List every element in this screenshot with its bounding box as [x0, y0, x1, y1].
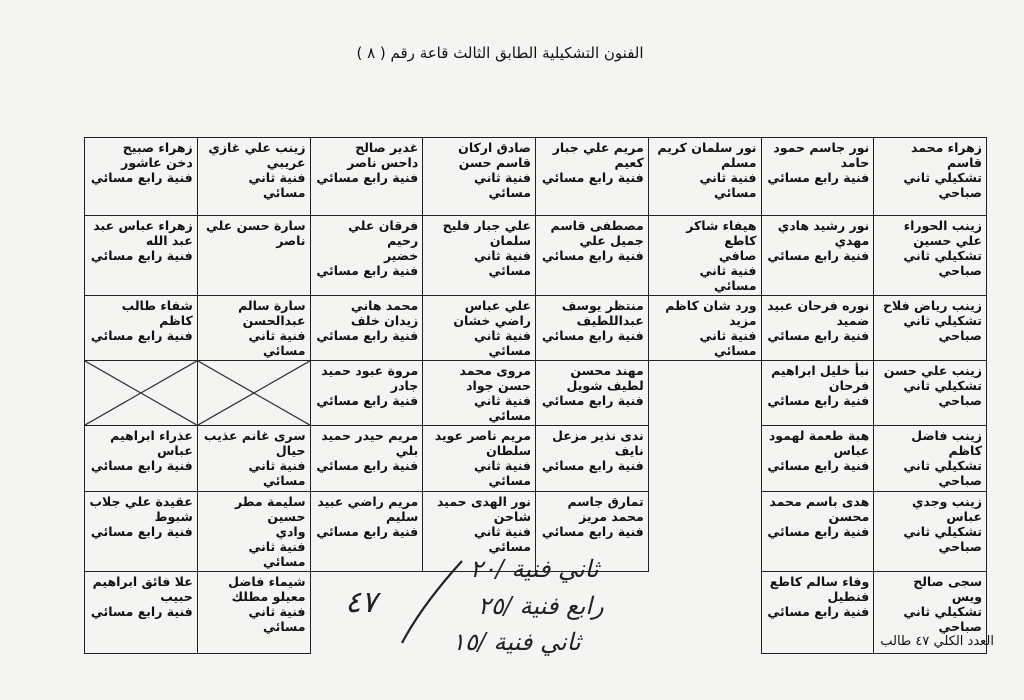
empty-seat: [648, 426, 761, 492]
seat-cell: [761, 296, 874, 361]
seat-cell: [761, 138, 874, 216]
seat-cell: [310, 296, 423, 361]
student-entry: مروة عبود حميد جادر فنية رابع مسائي: [316, 363, 419, 408]
seat-cell: [197, 296, 310, 361]
seat-cell: [761, 216, 874, 296]
student-entry: نبأ خليل ابراهيم فرحان فنية رابع مسائي: [767, 363, 870, 408]
seat-cell: [874, 426, 987, 492]
student-entry: زهراء محمد قاسم تشكيلي ثاني صباحي: [903, 140, 982, 200]
seat-cell: [423, 138, 536, 216]
student-entry: تمارق جاسم محمد مريز فنية رابع مسائي: [541, 494, 644, 539]
student-entry: سارة حسن علي ناصر: [205, 218, 306, 248]
seat-cell: [761, 572, 874, 654]
handwritten-note-3: ثاني فنية /١٥: [452, 628, 581, 656]
student-entry: عذراء ابراهيم عباس فنية رابع مسائي: [90, 428, 193, 473]
student-entry: مروى محمد حسن جواد فنية ثاني مسائي: [459, 363, 531, 423]
seat-cell: [874, 216, 987, 296]
crossed-out-cell: [85, 361, 198, 426]
seat-cell: [761, 361, 874, 426]
seat-cell: [85, 296, 198, 361]
student-entry: صادق اركان قاسم حسن فنية ثاني مسائي: [458, 140, 531, 200]
student-entry: منتظر يوسف عبداللطيف فنية رابع مسائي: [541, 298, 644, 343]
seat-cell: [423, 426, 536, 492]
seat-cell: [310, 138, 423, 216]
student-entry: نور سلمان كريم مسلم فنية ثاني مسائي: [657, 140, 757, 200]
seat-cell: [310, 361, 423, 426]
seat-cell: [874, 492, 987, 572]
seat-cell: [85, 138, 198, 216]
student-entry: شفاء طالب كاظم فنية رابع مسائي: [90, 298, 193, 343]
seat-cell: [423, 361, 536, 426]
student-entry: مهند محسن لطيف شويل فنية رابع مسائي: [541, 363, 644, 408]
empty-seat: [648, 492, 761, 572]
student-entry: علي جبار فليح سلمان فنية ثاني مسائي: [442, 218, 531, 278]
student-entry: نور رشيد هادي مهدي فنية رابع مسائي: [767, 218, 870, 263]
table-row: [85, 426, 987, 492]
student-entry: ورد شان كاظم مزيد فنية ثاني مسائي: [665, 298, 757, 358]
seat-cell: [310, 216, 423, 296]
seat-cell: [310, 426, 423, 492]
seat-cell: [197, 426, 310, 492]
table-row: [85, 216, 987, 296]
seat-cell: [85, 492, 198, 572]
seat-cell: [874, 296, 987, 361]
student-entry: زهراء عباس عبد عبد الله فنية رابع مسائي: [90, 218, 193, 263]
empty-seat: [648, 572, 761, 654]
seat-cell: [536, 138, 649, 216]
student-entry: هبة طعمة لهمود عباس فنية رابع مسائي: [767, 428, 870, 473]
seat-cell: [85, 216, 198, 296]
student-entry: محمد هاني زيدان خلف فنية رابع مسائي: [316, 298, 419, 343]
student-entry: ندى نذير مزعل نايف فنية رابع مسائي: [541, 428, 644, 473]
student-entry: زينب علي حسن تشكيلي ثاني صباحي: [883, 363, 982, 408]
seat-cell: [197, 492, 310, 572]
student-entry: سارة سالم عبدالحسن فنية ثاني مسائي: [238, 298, 306, 358]
seat-cell: [648, 296, 761, 361]
student-entry: زينب الحوراء علي حسين تشكيلي ثاني صباحي: [903, 218, 982, 278]
seat-cell: [536, 361, 649, 426]
seat-cell: [423, 216, 536, 296]
table-row: [85, 361, 987, 426]
student-entry: مريم ناصر عويد سلطان فنية ثاني مسائي: [434, 428, 531, 488]
seat-cell: [761, 426, 874, 492]
cross-mark-icon: [198, 361, 310, 425]
handwritten-note-1: ثاني فنية /٢٠: [470, 555, 599, 583]
seat-cell: [85, 426, 198, 492]
handwritten-note-2: رابع فنية /٢٥: [478, 592, 604, 620]
seat-cell: [648, 216, 761, 296]
student-entry: زينب فاضل كاظم تشكيلي ثاني صباحي: [903, 428, 982, 488]
student-entry: شيماء فاضل معيلو مطلك فنية ثاني مسائي: [228, 574, 306, 634]
student-entry: مريم علي جبار كعيم فنية رابع مسائي: [541, 140, 644, 185]
handwritten-slash: [392, 555, 472, 650]
table-row: [85, 138, 987, 216]
student-entry: نوره فرحان عبيد ضميد فنية رابع مسائي: [767, 298, 870, 343]
student-entry: زينب رياض فلاح تشكيلي ثاني صباحي: [882, 298, 982, 343]
student-entry: سرى غانم عذيب حيال فنية ثاني مسائي: [203, 428, 306, 488]
student-entry: مريم حيدر حميد بلي فنية رابع مسائي: [316, 428, 419, 473]
seat-cell: [874, 138, 987, 216]
student-entry: هدى باسم محمد محسن فنية رابع مسائي: [767, 494, 870, 539]
student-entry: علي عباس راضي خشان فنية ثاني مسائي: [453, 298, 531, 358]
student-entry: عقيدة علي جلاب شبوط فنية رابع مسائي: [89, 494, 193, 539]
page-title: الفنون التشكيلية الطابق الثالث قاعة رقم ( ٨ ): [356, 44, 644, 62]
student-entry: علا فائق ابراهيم حبيب فنية رابع مسائي: [90, 574, 193, 619]
seat-cell: [197, 572, 310, 654]
cross-mark-icon: [85, 361, 197, 425]
handwritten-total: ٤٧: [345, 585, 378, 620]
seat-cell: [536, 296, 649, 361]
student-entry: زينب علي غازي عريبي فنية ثاني مسائي: [208, 140, 306, 200]
student-entry: سجى صالح ويس تشكيلي ثاني صباحي: [903, 574, 982, 634]
student-entry: وفاء سالم كاطع فنطيل فنية رابع مسائي: [767, 574, 870, 619]
seat-cell: [197, 138, 310, 216]
seat-cell: [197, 216, 310, 296]
student-entry: نور جاسم حمود حامد فنية رابع مسائي: [767, 140, 870, 185]
empty-seat: [648, 361, 761, 426]
student-entry: مريم راضي عبيد سليم فنية رابع مسائي: [316, 494, 419, 539]
student-entry: فرقان علي رحيم خضير فنية رابع مسائي: [316, 218, 419, 278]
seat-cell: [536, 426, 649, 492]
total-count: العدد الكلي ٤٧ طالب: [880, 634, 994, 649]
student-entry: زهراء صبيح دخن عاشور فنية رابع مسائي: [90, 140, 193, 185]
crossed-out-cell: [197, 361, 310, 426]
student-entry: مصطفى قاسم جميل علي فنية رابع مسائي: [541, 218, 644, 263]
seat-cell: [874, 361, 987, 426]
seat-cell: [423, 296, 536, 361]
student-entry: زينب وجدي عباس تشكيلي ثاني صباحي: [903, 494, 982, 554]
student-entry: غدير صالح داحس ناصر فنية رابع مسائي: [316, 140, 419, 185]
student-entry: نور الهدى حميد شاحن فنية ثاني مسائي: [436, 494, 531, 554]
seat-cell: [648, 138, 761, 216]
table-row: [85, 296, 987, 361]
seat-cell: [85, 572, 198, 654]
student-entry: هيفاء شاكر كاطع صافي فنية ثاني مسائي: [686, 218, 757, 293]
seat-cell: [536, 216, 649, 296]
seat-cell: [761, 492, 874, 572]
student-entry: سليمة مطر حسين وادي فنية ثاني مسائي: [234, 494, 306, 569]
